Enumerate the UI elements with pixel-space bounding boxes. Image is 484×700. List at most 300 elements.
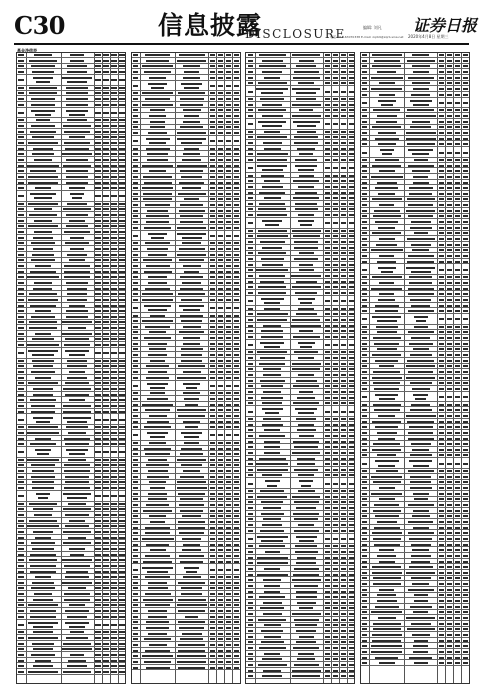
table-cell <box>299 175 314 177</box>
table-cell <box>374 343 399 345</box>
table-cell <box>371 288 402 290</box>
table-cell <box>18 131 23 133</box>
table-cell-line <box>69 453 84 455</box>
table-cell <box>378 415 395 417</box>
table-cell <box>447 126 452 128</box>
table-cell <box>371 88 402 90</box>
table-row <box>246 506 355 511</box>
table-cell <box>455 611 460 613</box>
table-row <box>246 173 355 178</box>
table-cell <box>111 299 116 301</box>
table-cell <box>463 126 468 128</box>
table-cell <box>455 305 460 307</box>
table-row <box>246 257 355 262</box>
table-cell <box>341 275 346 277</box>
table-cell <box>95 665 100 667</box>
table-cell <box>119 426 124 428</box>
table-cell <box>226 650 231 652</box>
table-cell <box>218 426 223 428</box>
table-cell <box>463 549 468 551</box>
table-cell <box>455 640 460 642</box>
table-cell <box>261 641 284 643</box>
table-cell <box>341 579 346 581</box>
table-cell <box>18 182 23 184</box>
table-cell <box>439 623 444 625</box>
table-cell <box>144 305 171 307</box>
table-cell <box>103 503 108 505</box>
table-row <box>17 615 126 620</box>
table-cell <box>68 459 86 461</box>
table-cell <box>362 82 367 84</box>
table-cell <box>29 327 56 329</box>
table-row <box>132 298 241 303</box>
table-cell <box>18 503 23 505</box>
table-row <box>361 419 470 424</box>
table-cell <box>349 77 354 79</box>
table-cell <box>103 231 108 233</box>
table-cell <box>218 392 223 394</box>
table-cell <box>218 170 223 172</box>
table-cell <box>234 254 239 256</box>
table-cell <box>298 214 314 216</box>
table-cell <box>447 299 452 301</box>
table-cell <box>447 617 452 619</box>
table-cell <box>447 487 452 489</box>
table-cell <box>111 187 116 189</box>
table-cell <box>294 530 319 532</box>
table-cell <box>18 419 23 421</box>
table-cell <box>36 493 50 495</box>
table-cell <box>325 142 330 144</box>
table-cell <box>325 452 330 454</box>
table-row <box>132 269 241 274</box>
table-cell <box>447 634 452 636</box>
table-cell <box>95 321 100 323</box>
table-cell <box>111 476 116 478</box>
table-cell-line <box>151 237 164 239</box>
table-cell <box>341 175 346 177</box>
table-cell <box>299 264 313 266</box>
table-cell <box>325 397 330 399</box>
table-cell <box>18 259 23 261</box>
table-cell <box>447 396 452 398</box>
table-row <box>361 402 470 407</box>
table-cell <box>66 637 87 639</box>
table-cell <box>103 476 108 478</box>
table-cell <box>341 441 346 443</box>
table-row <box>17 224 126 229</box>
table-cell <box>325 374 330 376</box>
table-cell <box>119 559 124 561</box>
table-cell <box>144 271 172 273</box>
table-cell <box>210 204 215 206</box>
table-cell-line <box>296 92 316 94</box>
date-line: 2020年4月8日 星期三 <box>408 34 449 39</box>
table-cell <box>259 363 284 365</box>
table-row <box>361 136 470 141</box>
table-cell <box>210 307 215 309</box>
table-row <box>17 480 126 485</box>
table-cell <box>341 613 346 615</box>
table-cell <box>378 267 396 269</box>
table-cell <box>218 54 223 56</box>
table-cell <box>379 293 394 295</box>
table-cell <box>234 98 239 100</box>
table-cell <box>103 388 108 390</box>
table-cell <box>234 221 239 223</box>
table-cell <box>439 426 444 428</box>
table-cell <box>349 402 354 404</box>
table-cell <box>95 248 100 250</box>
table-cell <box>218 487 223 489</box>
table-row <box>132 64 241 69</box>
table-cell <box>262 71 282 73</box>
table-cell <box>210 404 215 406</box>
table-cell <box>341 281 346 283</box>
table-cell <box>341 530 346 532</box>
table-cell <box>133 538 138 540</box>
table-cell <box>412 121 430 123</box>
table-cell <box>463 404 468 406</box>
table-cell <box>333 153 338 155</box>
table-cell <box>259 192 285 194</box>
table-cell <box>379 487 395 489</box>
table-row <box>132 615 241 620</box>
table-cell <box>119 388 124 390</box>
table-cell <box>325 490 330 492</box>
table-cell <box>103 176 108 178</box>
table-cell <box>248 136 253 138</box>
table-cell <box>133 470 138 472</box>
table-cell <box>412 634 430 636</box>
table-cell <box>133 392 138 394</box>
table-cell <box>148 254 166 256</box>
table-cell <box>103 643 108 645</box>
table-cell-line <box>181 142 202 144</box>
table-cell <box>333 429 338 431</box>
table-cell <box>143 176 172 178</box>
table-cell <box>362 415 367 417</box>
table-cell <box>379 549 394 551</box>
table-cell <box>148 493 167 495</box>
table-cell <box>333 330 338 332</box>
table-cell <box>103 214 108 216</box>
table-cell <box>455 299 460 301</box>
table-cell <box>226 320 231 322</box>
header-rule <box>14 43 469 45</box>
table-cell <box>95 159 100 161</box>
table-cell <box>413 88 429 90</box>
table-cell <box>439 651 444 653</box>
table-cell <box>144 448 171 450</box>
table-cell <box>62 77 91 79</box>
table-row <box>246 103 355 108</box>
table-row <box>361 64 470 69</box>
table-cell <box>179 210 205 212</box>
table-cell <box>148 354 167 356</box>
table-cell <box>30 443 57 445</box>
table-cell <box>439 288 444 290</box>
table-cell <box>226 409 231 411</box>
table-cell <box>447 255 452 257</box>
table-cell <box>234 470 239 472</box>
table-cell <box>66 87 88 89</box>
table-cell <box>447 170 452 172</box>
table-cell <box>463 65 468 67</box>
table-cell <box>293 77 320 79</box>
table-cell <box>455 65 460 67</box>
table-cell <box>293 180 319 182</box>
table-cell <box>248 203 253 205</box>
table-cell <box>248 264 253 266</box>
table-cell <box>447 221 452 223</box>
table-cell <box>325 429 330 431</box>
table-cell <box>378 438 395 440</box>
table-cell <box>35 449 51 451</box>
table-cell <box>179 555 204 557</box>
table-cell <box>349 452 354 454</box>
table-cell <box>95 310 100 312</box>
table-cell <box>375 159 399 161</box>
table-cell <box>218 464 223 466</box>
table-cell-line <box>411 271 431 273</box>
table-cell <box>226 276 231 278</box>
table-cell <box>133 377 138 379</box>
table-cell <box>463 165 468 167</box>
table-cell <box>182 549 202 551</box>
table-cell <box>439 470 444 472</box>
table-cell <box>248 641 253 643</box>
table-row <box>132 397 241 402</box>
table-cell <box>333 670 338 672</box>
table-cell <box>349 630 354 632</box>
table-cell <box>439 360 444 362</box>
table-row <box>361 448 470 453</box>
table-cell <box>184 198 199 200</box>
table-cell <box>133 337 138 339</box>
table-row <box>246 279 355 284</box>
table-cell <box>210 148 215 150</box>
table-cell <box>362 337 367 339</box>
table-cell <box>111 394 116 396</box>
table-cell <box>248 330 253 332</box>
table-cell <box>463 121 468 123</box>
table-cell <box>447 594 452 596</box>
table-cell <box>341 252 346 254</box>
table-cell <box>31 371 54 373</box>
table-cell <box>371 645 402 647</box>
table-cell <box>349 230 354 232</box>
table-row <box>246 589 355 594</box>
table-row <box>132 603 241 608</box>
table-cell <box>177 459 205 461</box>
table-cell <box>376 326 398 328</box>
table-cell <box>111 576 116 578</box>
table-row <box>132 364 241 369</box>
table-cell <box>28 382 58 384</box>
table-cell <box>463 527 468 529</box>
table-cell <box>119 520 124 522</box>
table-cell <box>377 521 397 523</box>
table-cell <box>119 60 124 62</box>
table-cell <box>463 449 468 451</box>
table-cell <box>111 565 116 567</box>
table-cell <box>181 587 202 589</box>
table-cell <box>142 65 172 67</box>
table-cell <box>341 391 346 393</box>
table-cell <box>341 203 346 205</box>
table-cell <box>341 264 346 266</box>
table-cell <box>447 282 452 284</box>
table-cell <box>439 94 444 96</box>
table-cell <box>455 318 460 320</box>
table-cell <box>455 288 460 290</box>
table-cell <box>103 237 108 239</box>
table-cell <box>299 153 313 155</box>
table-cell <box>210 487 215 489</box>
table-row <box>361 655 470 660</box>
table-cell <box>180 510 204 512</box>
table-cell <box>294 446 318 448</box>
table-cell <box>439 65 444 67</box>
table-cell <box>133 604 138 606</box>
table-cell <box>373 623 401 625</box>
table-cell <box>411 577 431 579</box>
table-cell <box>218 453 223 455</box>
table-cell <box>32 643 54 645</box>
table-row <box>246 635 355 640</box>
table-cell <box>111 338 116 340</box>
table-cell <box>325 418 330 420</box>
table-cell <box>341 351 346 353</box>
table-row <box>246 356 355 361</box>
table-cell <box>119 571 124 573</box>
table-cell <box>439 561 444 563</box>
table-cell <box>18 310 23 312</box>
table-cell <box>31 125 56 127</box>
table-cell <box>295 159 317 161</box>
table-cell <box>362 244 367 246</box>
table-cell <box>455 115 460 117</box>
table-cell <box>248 551 253 553</box>
table-cell <box>293 402 319 404</box>
table-cell <box>67 365 88 367</box>
table-cell <box>463 102 468 104</box>
table-cell <box>333 109 338 111</box>
table-cell <box>248 418 253 420</box>
table-row <box>246 190 355 195</box>
table-cell <box>349 658 354 660</box>
table-row <box>17 486 126 491</box>
table-cell <box>349 258 354 260</box>
table-cell <box>210 365 215 367</box>
table-cell <box>257 562 288 564</box>
table-cell <box>67 616 88 618</box>
table-cell <box>18 316 23 318</box>
table-cell <box>375 138 399 140</box>
table-cell <box>31 587 56 589</box>
table-row <box>361 76 470 81</box>
table-cell <box>111 451 116 453</box>
table-cell <box>455 493 460 495</box>
table-cell <box>103 542 108 544</box>
table-cell <box>95 520 100 522</box>
table-cell <box>103 599 108 601</box>
table-cell <box>18 648 23 650</box>
table-cell <box>133 65 138 67</box>
table-cell <box>295 408 317 410</box>
table-cell <box>65 610 89 612</box>
table-cell <box>341 664 346 666</box>
table-cell <box>333 641 338 643</box>
table-cell <box>33 599 52 601</box>
table-cell <box>234 667 239 669</box>
table-cell-line <box>148 309 167 311</box>
table-cell <box>375 606 399 608</box>
table-cell <box>111 654 116 656</box>
table-row <box>132 565 241 575</box>
table-cell <box>439 232 444 234</box>
table-cell <box>349 579 354 581</box>
table-cell <box>150 109 166 111</box>
table-cell <box>119 660 124 662</box>
table-cell <box>210 121 215 123</box>
table-cell <box>463 152 468 154</box>
table-row <box>132 542 241 547</box>
table-cell <box>262 402 282 404</box>
table-cell <box>180 476 204 478</box>
table-cell <box>333 675 338 677</box>
table-cell <box>119 582 124 584</box>
table-cell <box>234 109 239 111</box>
table-cell <box>119 98 124 100</box>
table-cell <box>333 602 338 604</box>
table-cell <box>226 459 231 461</box>
table-cell <box>133 354 138 356</box>
table-cell <box>234 377 239 379</box>
table-cell <box>18 71 23 73</box>
table-cell <box>103 495 108 497</box>
table-cell <box>119 599 124 601</box>
table-cell <box>111 225 116 227</box>
table-cell <box>34 54 52 56</box>
table-cell <box>248 452 253 454</box>
table-cell <box>341 636 346 638</box>
table-cell <box>248 607 253 609</box>
table-cell <box>333 203 338 205</box>
table-cell <box>455 515 460 517</box>
table-cell <box>373 215 401 217</box>
table-cell <box>234 165 239 167</box>
table-cell <box>67 65 87 67</box>
table-cell <box>447 337 452 339</box>
table-cell <box>292 115 321 117</box>
table-cell <box>439 204 444 206</box>
table-cell <box>177 409 205 411</box>
table-cell <box>18 593 23 595</box>
table-cell <box>362 54 367 56</box>
table-cell <box>248 579 253 581</box>
table-cell <box>133 92 138 94</box>
table-cell <box>64 142 90 144</box>
table-row <box>246 108 355 113</box>
table-cell <box>447 82 452 84</box>
table-row <box>361 408 470 413</box>
table-cell <box>349 596 354 598</box>
table-cell <box>248 192 253 194</box>
table-cell <box>30 170 57 172</box>
table-cell <box>234 442 239 444</box>
